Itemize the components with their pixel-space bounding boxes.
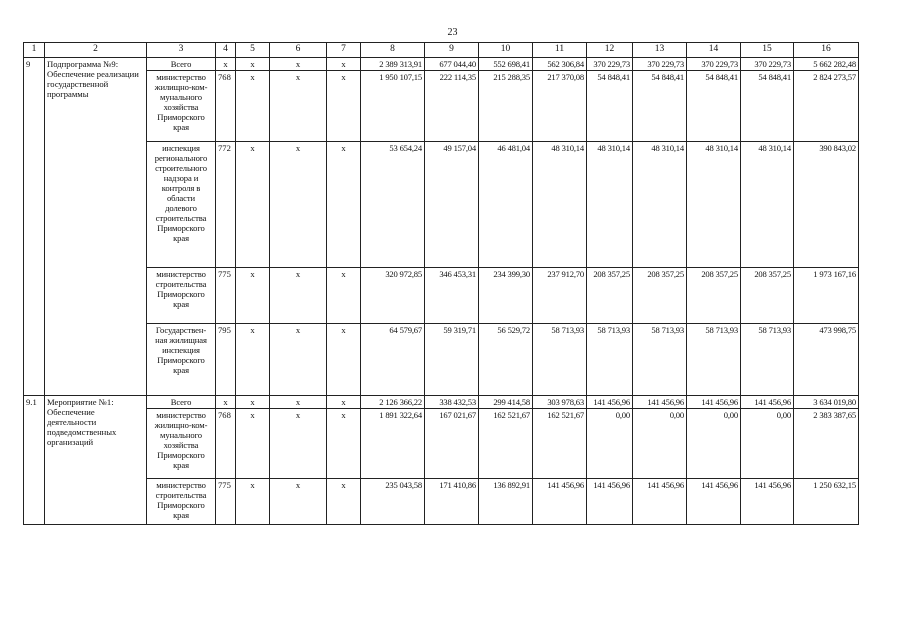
program-name: Мероприятие №1: Обеспечение деятельности подведомственных организаций	[45, 396, 147, 525]
year-value: 141 456,96	[587, 396, 633, 409]
year-value: 141 456,96	[741, 479, 794, 525]
year-value: 167 021,67	[425, 409, 479, 479]
executor-name: инспекция регионального строительного надзора и контроля в области долевого строительства Приморского края	[147, 142, 216, 268]
year-value: 136 892,91	[479, 479, 533, 525]
column-header: 6	[270, 43, 327, 58]
budget-table	[23, 42, 859, 525]
column-header: 11	[533, 43, 587, 58]
column-header: 13	[633, 43, 687, 58]
classifier-cell: x	[236, 268, 270, 324]
year-value: 162 521,67	[533, 409, 587, 479]
executor-name: министерство строительства Приморского края	[147, 479, 216, 525]
table-row	[24, 268, 859, 324]
year-value: 58 713,93	[633, 324, 687, 396]
classifier-cell: x	[327, 71, 361, 142]
total-value: 2 824 273,57	[794, 71, 859, 142]
classifier-cell: x	[236, 324, 270, 396]
year-value: 48 310,14	[633, 142, 687, 268]
year-value: 370 229,73	[633, 58, 687, 71]
year-value: 0,00	[741, 409, 794, 479]
year-value: 141 456,96	[687, 396, 741, 409]
year-value: 208 357,25	[587, 268, 633, 324]
executor-name: министерство жилищно-ком- мунального хозяйства Приморского края	[147, 71, 216, 142]
table-body	[24, 43, 859, 525]
classifier-cell: x	[236, 142, 270, 268]
classifier-cell: x	[327, 479, 361, 525]
year-value: 234 399,30	[479, 268, 533, 324]
classifier-cell: x	[270, 268, 327, 324]
table-row	[24, 409, 859, 479]
classifier-cell: x	[327, 142, 361, 268]
executor-name: министерство строительства Приморского края	[147, 268, 216, 324]
total-value: 1 250 632,15	[794, 479, 859, 525]
executor-name: Государствен- ная жилищная инспекция Приморского края	[147, 324, 216, 396]
classifier-cell: x	[236, 71, 270, 142]
year-value: 562 306,84	[533, 58, 587, 71]
table-row	[24, 142, 859, 268]
table-row	[24, 396, 859, 409]
classifier-cell: x	[236, 479, 270, 525]
year-value: 141 456,96	[741, 396, 794, 409]
classifier-cell: x	[270, 142, 327, 268]
classifier-cell: x	[327, 396, 361, 409]
year-value: 303 978,63	[533, 396, 587, 409]
year-value: 54 848,41	[633, 71, 687, 142]
table-row	[24, 58, 859, 71]
executor-code: 775	[216, 268, 236, 324]
year-value: 215 288,35	[479, 71, 533, 142]
column-header: 15	[741, 43, 794, 58]
year-value: 48 310,14	[741, 142, 794, 268]
year-value: 58 713,93	[587, 324, 633, 396]
year-value: 141 456,96	[687, 479, 741, 525]
classifier-cell: x	[270, 324, 327, 396]
year-value: 1 891 322,64	[361, 409, 425, 479]
year-value: 54 848,41	[741, 71, 794, 142]
year-value: 1 950 107,15	[361, 71, 425, 142]
year-value: 141 456,96	[633, 396, 687, 409]
column-header: 12	[587, 43, 633, 58]
executor-code: 795	[216, 324, 236, 396]
classifier-cell: x	[327, 268, 361, 324]
total-value: 1 973 167,16	[794, 268, 859, 324]
classifier-cell: x	[236, 409, 270, 479]
executor-name: Всего	[147, 396, 216, 409]
executor-code: x	[216, 396, 236, 409]
column-header: 7	[327, 43, 361, 58]
total-value: 2 383 387,65	[794, 409, 859, 479]
year-value: 54 848,41	[587, 71, 633, 142]
executor-code: 768	[216, 409, 236, 479]
year-value: 58 713,93	[741, 324, 794, 396]
classifier-cell: x	[236, 58, 270, 71]
executor-code: 772	[216, 142, 236, 268]
year-value: 208 357,25	[741, 268, 794, 324]
table-row	[24, 479, 859, 525]
table-row	[24, 324, 859, 396]
year-value: 338 432,53	[425, 396, 479, 409]
total-value: 5 662 282,48	[794, 58, 859, 71]
year-value: 59 319,71	[425, 324, 479, 396]
year-value: 370 229,73	[741, 58, 794, 71]
year-value: 346 453,31	[425, 268, 479, 324]
year-value: 56 529,72	[479, 324, 533, 396]
year-value: 677 044,40	[425, 58, 479, 71]
year-value: 48 310,14	[533, 142, 587, 268]
year-value: 208 357,25	[687, 268, 741, 324]
classifier-cell: x	[327, 324, 361, 396]
total-value: 3 634 019,80	[794, 396, 859, 409]
year-value: 141 456,96	[587, 479, 633, 525]
row-index: 9.1	[24, 396, 45, 525]
year-value: 222 114,35	[425, 71, 479, 142]
classifier-cell: x	[327, 409, 361, 479]
year-value: 0,00	[587, 409, 633, 479]
year-value: 552 698,41	[479, 58, 533, 71]
year-value: 58 713,93	[687, 324, 741, 396]
total-value: 473 998,75	[794, 324, 859, 396]
year-value: 46 481,04	[479, 142, 533, 268]
year-value: 141 456,96	[533, 479, 587, 525]
year-value: 2 126 366,22	[361, 396, 425, 409]
column-header: 14	[687, 43, 741, 58]
year-value: 64 579,67	[361, 324, 425, 396]
total-value: 390 843,02	[794, 142, 859, 268]
executor-code: x	[216, 58, 236, 71]
year-value: 299 414,58	[479, 396, 533, 409]
executor-code: 768	[216, 71, 236, 142]
year-value: 48 310,14	[587, 142, 633, 268]
program-name: Подпрограмма №9: Обеспечение реализации государственной программы	[45, 58, 147, 396]
year-value: 217 370,08	[533, 71, 587, 142]
classifier-cell: x	[270, 396, 327, 409]
page-number: 23	[447, 27, 458, 38]
executor-code: 775	[216, 479, 236, 525]
executor-name: министерство жилищно-ком- мунального хозяйства Приморского края	[147, 409, 216, 479]
column-header: 3	[147, 43, 216, 58]
classifier-cell: x	[236, 396, 270, 409]
column-header: 1	[24, 43, 45, 58]
table-row	[24, 71, 859, 142]
classifier-cell: x	[270, 58, 327, 71]
classifier-cell: x	[270, 409, 327, 479]
year-value: 0,00	[687, 409, 741, 479]
year-value: 58 713,93	[533, 324, 587, 396]
year-value: 2 389 313,91	[361, 58, 425, 71]
year-value: 0,00	[633, 409, 687, 479]
year-value: 141 456,96	[633, 479, 687, 525]
column-header: 4	[216, 43, 236, 58]
classifier-cell: x	[270, 479, 327, 525]
row-index: 9	[24, 58, 45, 396]
year-value: 54 848,41	[687, 71, 741, 142]
year-value: 237 912,70	[533, 268, 587, 324]
year-value: 235 043,58	[361, 479, 425, 525]
year-value: 208 357,25	[633, 268, 687, 324]
header-row	[24, 43, 859, 58]
year-value: 370 229,73	[687, 58, 741, 71]
column-header: 5	[236, 43, 270, 58]
classifier-cell: x	[327, 58, 361, 71]
year-value: 320 972,85	[361, 268, 425, 324]
year-value: 53 654,24	[361, 142, 425, 268]
column-header: 16	[794, 43, 859, 58]
column-header: 8	[361, 43, 425, 58]
year-value: 171 410,86	[425, 479, 479, 525]
column-header: 2	[45, 43, 147, 58]
year-value: 162 521,67	[479, 409, 533, 479]
year-value: 48 310,14	[687, 142, 741, 268]
column-header: 10	[479, 43, 533, 58]
executor-name: Всего	[147, 58, 216, 71]
year-value: 370 229,73	[587, 58, 633, 71]
column-header: 9	[425, 43, 479, 58]
year-value: 49 157,04	[425, 142, 479, 268]
classifier-cell: x	[270, 71, 327, 142]
